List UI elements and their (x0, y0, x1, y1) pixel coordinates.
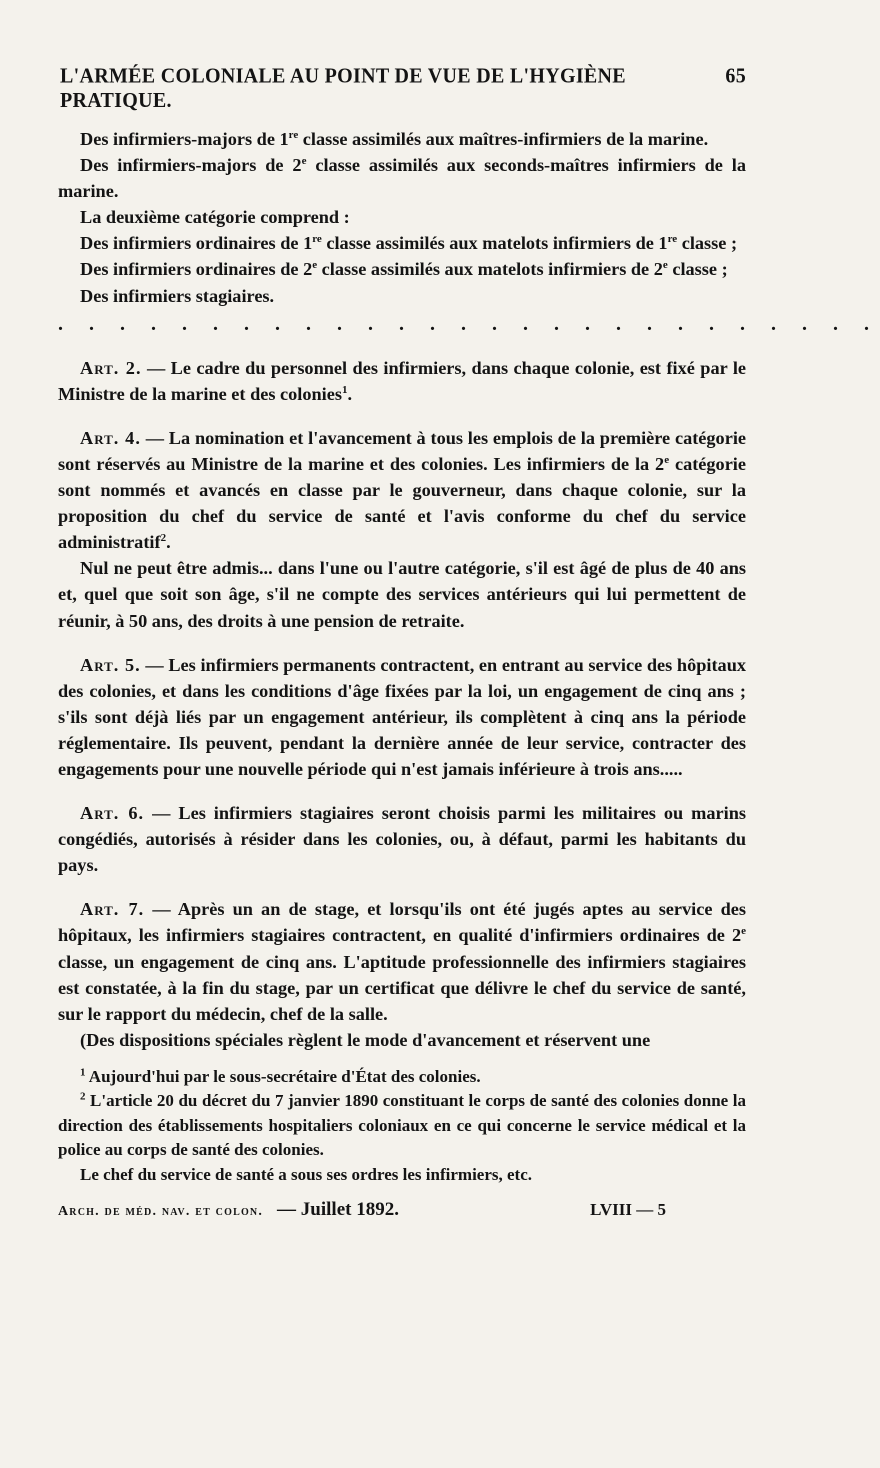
paragraph: Des infirmiers ordinaires de 2e classe assimilés aux matelots infirmiers de 2e classe ; (80, 259, 728, 280)
footnote-2-continued: Le chef du service de santé a sous ses ordres les infirmiers, etc. (80, 1164, 532, 1184)
footnote-1: $^1$ Aujourd'hui par le sous-secrétaire d'État des colonies. (80, 1066, 481, 1086)
article-label: Art. 2. (80, 357, 142, 378)
main-text (58, 126, 880, 1053)
footnote-ref: 2 (160, 532, 167, 545)
journal-name: Arch. de méd. nav. et colon. (58, 1203, 264, 1219)
article-4: Art. 4. — La nomination et l'avancement à tous les emplois de la première catégorie sont réservés au Ministre de la marine et des colonies. Les infirmiers de la 2e catégorie sont nommés et avancés en classe par le gouverneur, dans chaque colonie, sur la proposition du chef du service de santé et l'avis conforme du chef du service administratif$^2$. (58, 427, 747, 553)
paragraph: La deuxième catégorie comprend : (80, 207, 350, 228)
page-number: 65 (725, 64, 746, 88)
article-label: Art. 5. (80, 654, 141, 675)
article-5: Art. 5. — Les infirmiers permanents contractent, en entrant au service des hôpitaux des colonies, et dans les conditions d'âge fixées par la loi, un engagement de cinq ans ; s'ils sont déjà liés par un engagement antérieur, ils complètent à cinq ans la période réglementaire. Ils peuvent, pendant la dernière année de leur service, contracter des engagements pour une nouvelle période qui n'est jamais inférieure à trois ans..... (58, 654, 746, 779)
paragraph: Des infirmiers stagiaires. (80, 285, 275, 306)
article-label: Art. 7. (80, 899, 145, 920)
paragraph: Des infirmiers ordinaires de 1re classe assimilés aux matelots infirmiers de 1re classe ; (80, 233, 738, 254)
issue-date: — Juillet 1892. (277, 1198, 399, 1220)
document-page (58, 64, 880, 1221)
running-title: L'ARMÉE COLONIALE AU POINT DE VUE DE L'HYGIÈNE PRATIQUE. (60, 64, 626, 113)
article-2: Art. 2. — Le cadre du personnel des infirmiers, dans chaque colonie, est fixé par le Ministre de la marine et des colonies$^1$. (58, 357, 747, 404)
page-footer (58, 1199, 746, 1221)
article-7: Art. 7. — Après un an de stage, et lorsqu'ils ont été jugés aptes au service des hôpitaux, les infirmiers stagiaires contractent, en qualité d'infirmiers ordinaires de 2e classe, un engagement de cinq ans. L'aptitude professionnelle des infirmiers stagiaires est constatée, à la fin du stage, par un certificat que délivre le chef du service de santé, sur le rapport du médecin, chef de la salle. (58, 899, 747, 1024)
footnote-ref: 1 (342, 383, 348, 396)
paragraph: (Des dispositions spéciales règlent le mode d'avancement et réservent une (80, 1029, 651, 1050)
paragraph: Des infirmiers-majors de 1re classe assimilés aux maîtres-infirmiers de la marine. (80, 128, 709, 149)
ellipsis-line: . . . . . . . . . . . . . . . . . . . . . . . . . . . (58, 312, 880, 335)
footnote-mark: 1 (80, 1066, 86, 1079)
footnote-2: $^2$ L'article 20 du décret du 7 janvier 1890 constituant le corps de santé des colonies donne la direction des établissements hospitaliers coloniaux en ce qui concerne le service médical et la police au corps de santé des colonies. (58, 1090, 746, 1160)
footnotes (58, 1065, 746, 1187)
paragraph: Nul ne peut être admis... dans l'une ou l'autre catégorie, s'il est âgé de plus de 40 ans et, quel que soit son âge, s'il ne compte des services antérieurs qui lui permettent de réunir, à 50 ans, des droits à une pension de retraite. (58, 558, 746, 631)
article-label: Art. 6. (80, 803, 145, 824)
paragraph: Des infirmiers-majors de 2e classe assimilés aux seconds-maîtres infirmiers de la marine. (58, 155, 746, 202)
article-6: Art. 6. — Les infirmiers stagiaires seront choisis parmi les militaires ou marins congédiés, autorisés à résider dans les colonies, ou, à défaut, parmi les habitants du pays. (58, 803, 747, 876)
footnote-mark: 2 (80, 1090, 86, 1103)
article-label: Art. 4. (80, 427, 141, 448)
running-header (60, 65, 746, 113)
signature-mark: LVIII — 5 (590, 1199, 666, 1219)
